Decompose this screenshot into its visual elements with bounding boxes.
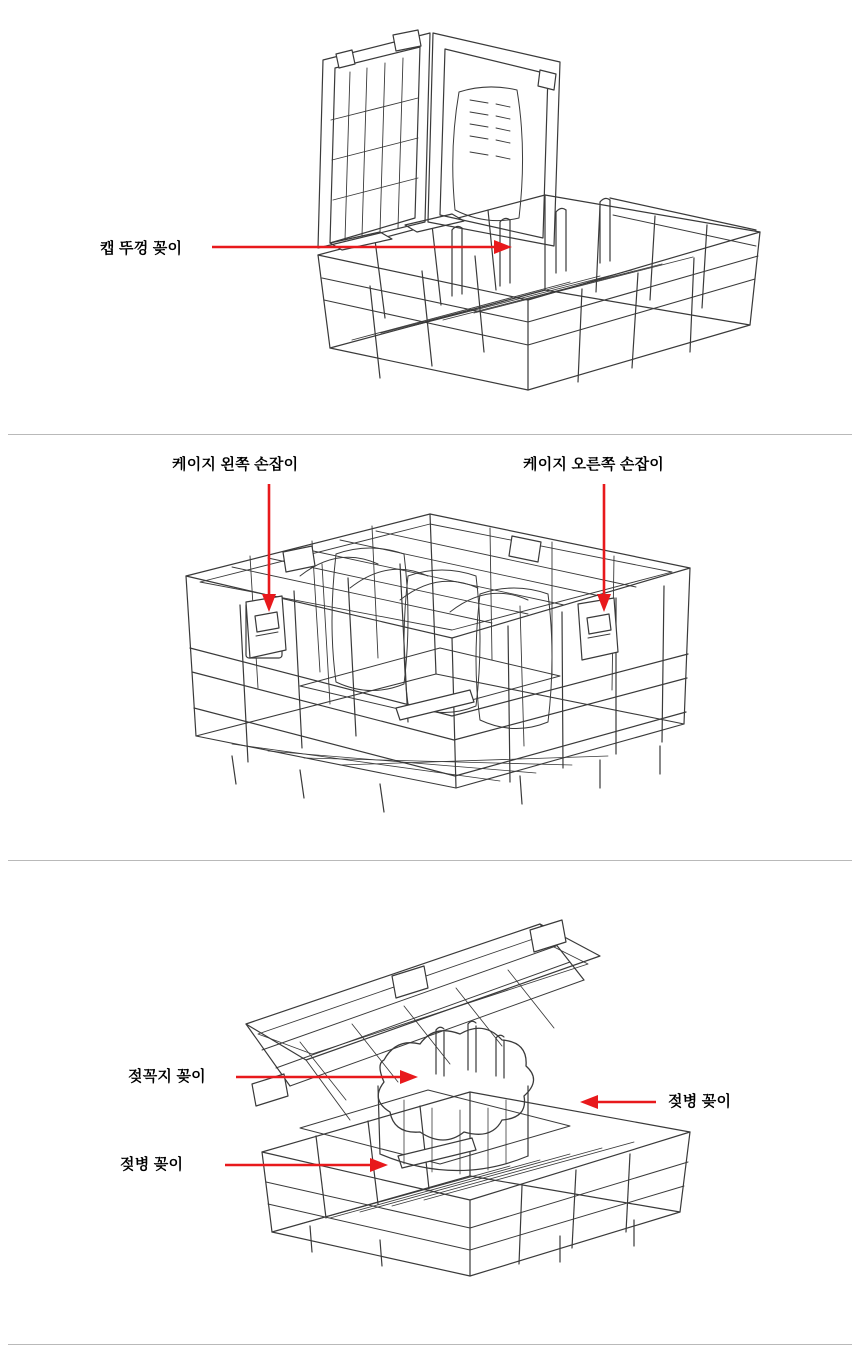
label-right-handle: 케이지 오른쪽 손잡이 — [523, 456, 664, 473]
section-divider-2 — [8, 860, 852, 861]
leader-right-handle — [597, 484, 611, 612]
figure-2-artwork — [0, 436, 860, 860]
section-divider-3 — [8, 1344, 852, 1345]
label-bottle-holder-right: 젖병 꽂이 — [668, 1093, 732, 1110]
label-left-handle: 케이지 왼쪽 손잡이 — [172, 456, 299, 473]
leader-bottle-holder-right — [580, 1095, 656, 1109]
figure-bottle-nipple-holders — [0, 864, 860, 1344]
leader-left-handle — [262, 484, 276, 612]
figure-cage-handles — [0, 436, 860, 860]
label-nipple-holder: 젖꼭지 꽂이 — [128, 1068, 206, 1085]
figure-1-artwork — [0, 0, 860, 434]
figure-cap-holder — [0, 0, 860, 434]
label-cap-holder: 캡 뚜껑 꽂이 — [100, 240, 183, 257]
section-divider-1 — [8, 434, 852, 435]
label-bottle-holder-left: 젖병 꽂이 — [120, 1156, 184, 1173]
leader-bottle-holder-left — [225, 1158, 388, 1172]
